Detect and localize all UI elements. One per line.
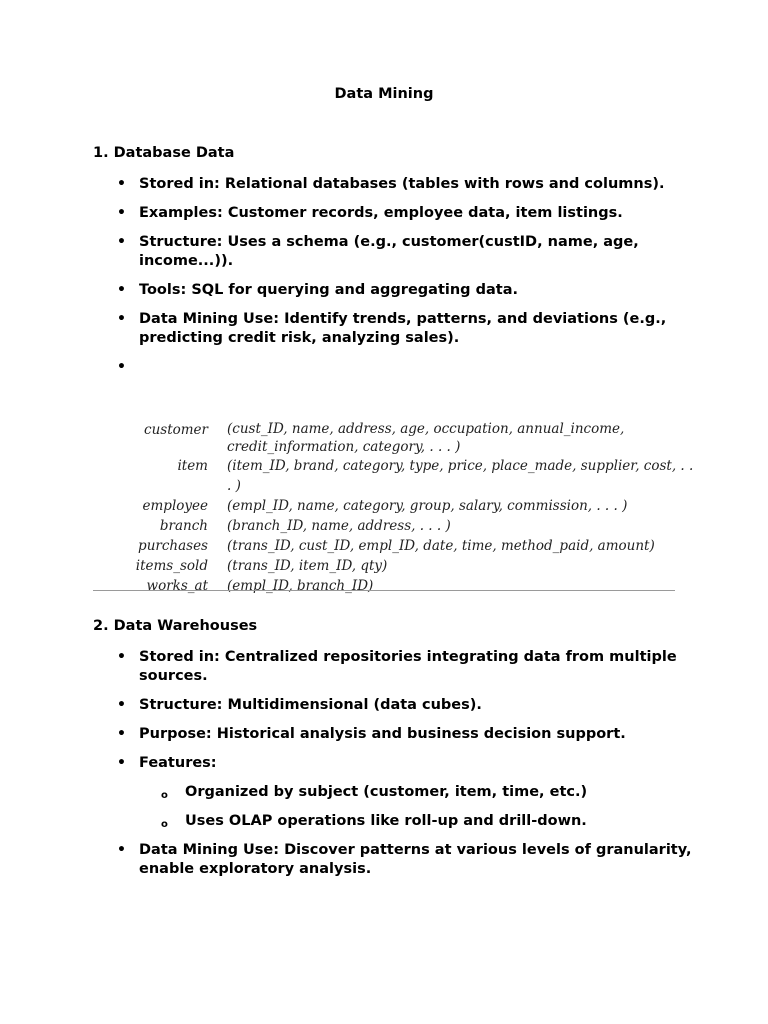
horizontal-divider xyxy=(93,590,675,591)
schema-row xyxy=(135,556,695,576)
schema-attributes: (empl_ID, name, category, group, salary, commission, . . . ) xyxy=(227,498,628,514)
schema-attributes: (empl_ID, branch_ID) xyxy=(227,578,374,594)
bullet-icon: • xyxy=(117,311,126,327)
schema-row xyxy=(135,516,695,536)
list-item-text: Examples: Customer records, employee data, item listings. xyxy=(139,205,623,221)
schema-attributes: (trans_ID, cust_ID, empl_ID, date, time, method_paid, amount) xyxy=(227,538,655,554)
relational-schema-figure xyxy=(135,420,695,596)
bullet-icon: • xyxy=(117,726,126,742)
bullet-icon: • xyxy=(117,697,126,713)
list-item-text: Data Mining Use: Discover patterns at various levels of granularity, enable exploratory analysis. xyxy=(139,842,692,877)
schema-relation-name: items_sold xyxy=(135,558,208,574)
list-item-text: Features: xyxy=(139,755,217,771)
schema-row xyxy=(135,420,695,456)
list-item xyxy=(93,841,693,879)
document-title: Data Mining xyxy=(334,86,434,102)
schema-relation-name: purchases xyxy=(138,538,208,554)
schema-attributes: (trans_ID, item_ID, qty) xyxy=(227,558,388,574)
schema-relation-name: employee xyxy=(142,498,208,514)
list-item xyxy=(93,754,693,831)
list-item-text: Structure: Multidimensional (data cubes). xyxy=(139,697,482,713)
list-item-text: Structure: Uses a schema (e.g., customer(custID, name, age, income...)). xyxy=(139,234,639,269)
bullet-icon: • xyxy=(117,649,126,665)
list-item xyxy=(93,648,693,686)
bullet-icon: • xyxy=(117,755,126,771)
list-item xyxy=(93,725,693,744)
bullet-icon: • xyxy=(117,234,126,250)
list-item xyxy=(93,204,693,223)
sub-list-item xyxy=(139,783,693,802)
list-item xyxy=(93,233,693,271)
list-item xyxy=(93,310,693,348)
bullet-icon: • xyxy=(117,176,126,192)
list-item-text: Stored in: Relational databases (tables with rows and columns). xyxy=(139,176,665,192)
schema-row xyxy=(135,536,695,556)
sub-list-item xyxy=(139,812,693,831)
schema-relation-name: item xyxy=(177,458,208,474)
schema-row xyxy=(135,576,695,596)
schema-row xyxy=(135,496,695,516)
database-data-bullet-list xyxy=(93,175,693,387)
schema-row xyxy=(135,456,695,496)
sub-list-item-text: Organized by subject (customer, item, time, etc.) xyxy=(185,784,588,800)
schema-attributes: (cust_ID, name, address, age, occupation, annual_income, credit_information, category, . . . ) xyxy=(227,421,625,455)
list-item xyxy=(93,175,693,194)
bullet-icon: • xyxy=(117,359,126,375)
section-heading-database-data: 1. Database Data xyxy=(93,145,235,161)
bullet-icon: • xyxy=(117,842,126,858)
section-heading-data-warehouses: 2. Data Warehouses xyxy=(93,618,258,634)
sub-list-item-text: Uses OLAP operations like roll-up and drill-down. xyxy=(185,813,587,829)
schema-attributes: (branch_ID, name, address, . . . ) xyxy=(227,518,451,534)
list-item xyxy=(93,281,693,300)
list-item-text: Purpose: Historical analysis and business decision support. xyxy=(139,726,626,742)
list-item-text: Data Mining Use: Identify trends, patterns, and deviations (e.g., predicting credit risk, analyzing sales). xyxy=(139,311,667,346)
list-item-text: Tools: SQL for querying and aggregating data. xyxy=(139,282,518,298)
bullet-icon: • xyxy=(117,282,126,298)
circle-bullet-icon: o xyxy=(161,819,168,830)
schema-relation-name: works_at xyxy=(146,578,208,594)
circle-bullet-icon: o xyxy=(161,790,168,801)
list-item-text: Stored in: Centralized repositories integrating data from multiple sources. xyxy=(139,649,677,684)
schema-attributes: (item_ID, brand, category, type, price, place_made, supplier, cost, . . . ) xyxy=(227,458,694,494)
list-item xyxy=(93,696,693,715)
list-item-empty xyxy=(93,358,693,377)
schema-relation-name: branch xyxy=(159,518,208,534)
features-sub-list xyxy=(139,783,693,831)
data-warehouses-bullet-list xyxy=(93,648,693,889)
bullet-icon: • xyxy=(117,205,126,221)
schema-relation-name: customer xyxy=(144,422,208,438)
